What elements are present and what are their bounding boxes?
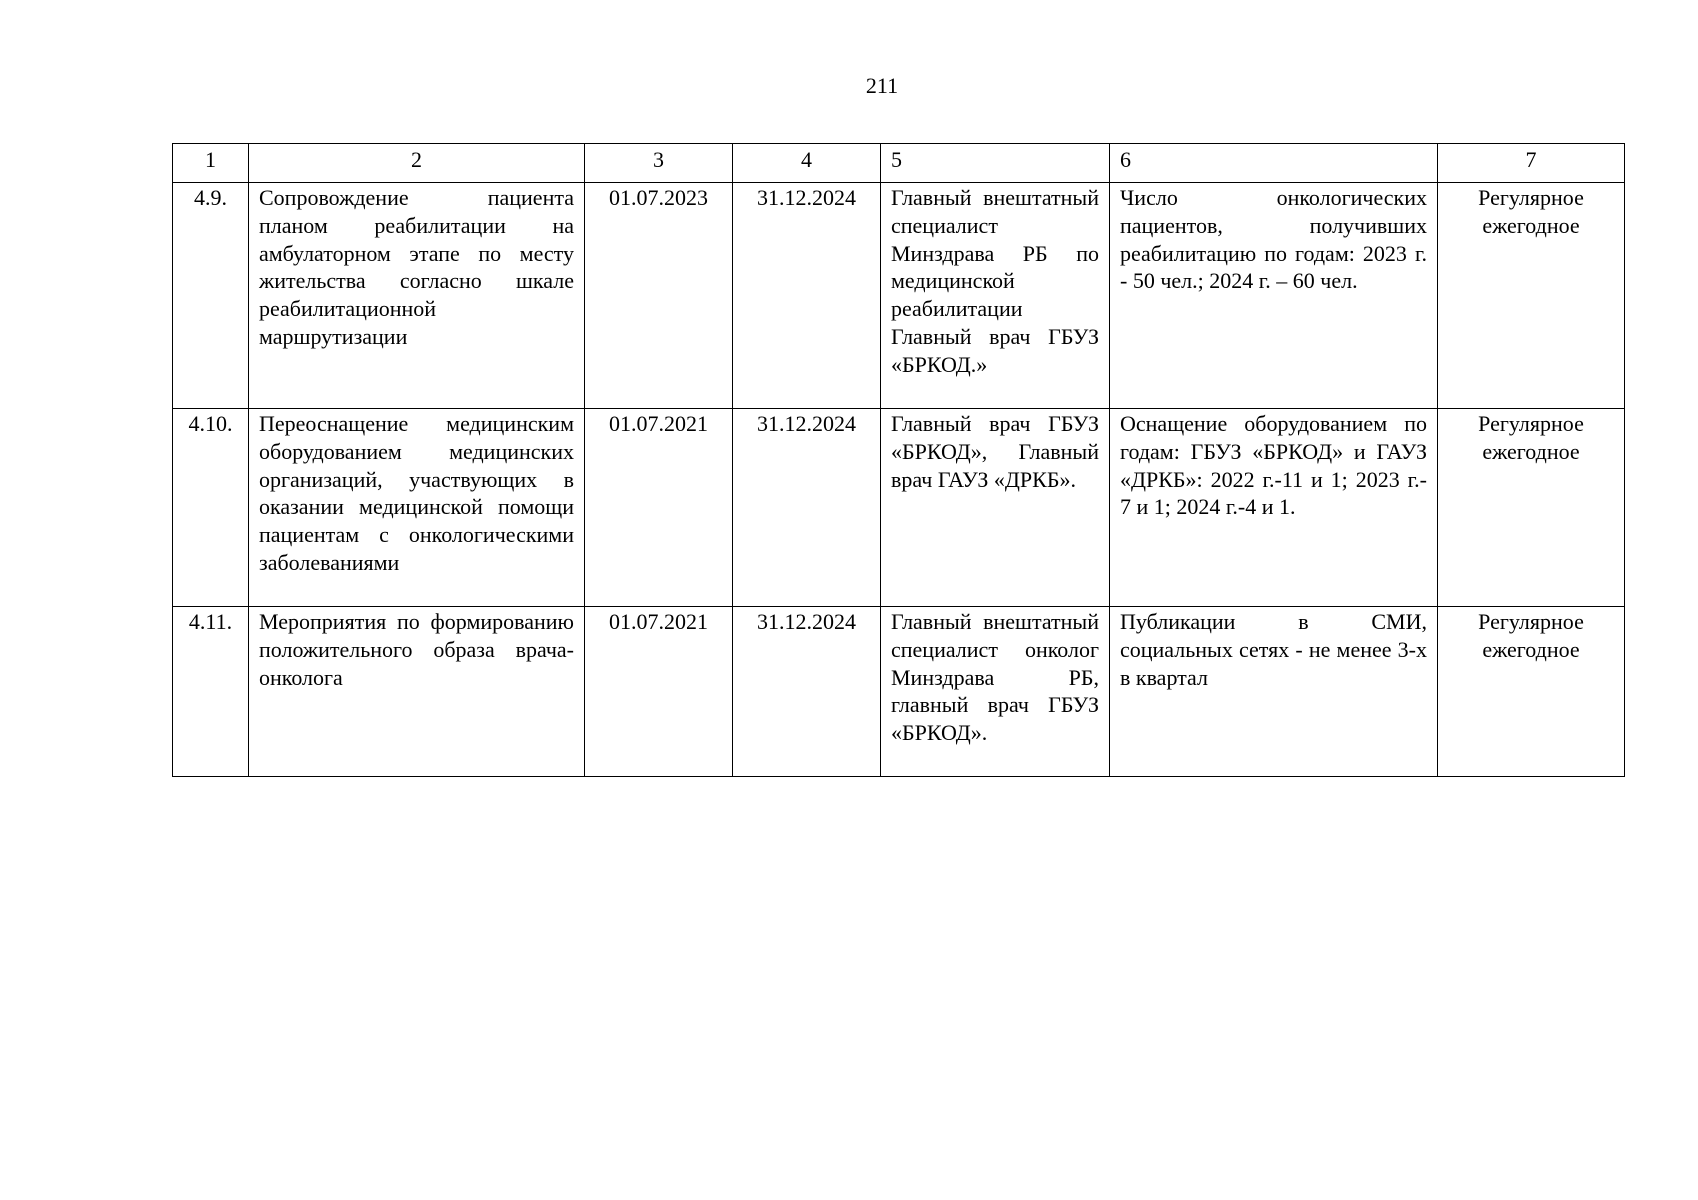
row-number: 4.11. [173, 607, 249, 777]
header-col-3: 3 [585, 144, 733, 183]
activity-cell: Сопровождение пациента планом реабилитации на амбулаторном этапе по месту жительства согласно шкале реабилитационной маршрутизации [249, 183, 585, 409]
table-row [173, 409, 1625, 607]
row-number: 4.9. [173, 183, 249, 409]
end-date-cell: 31.12.2024 [733, 183, 881, 409]
table-row [173, 607, 1625, 777]
activity-cell: Переоснащение медицинским оборудованием медицинских организаций, участвующих в оказании медицинской помощи пациентам с онкологическими заболеваниями [249, 409, 585, 607]
header-col-6: 6 [1110, 144, 1438, 183]
start-date-cell: 01.07.2021 [585, 409, 733, 607]
row-number: 4.10. [173, 409, 249, 607]
activities-table [172, 143, 1625, 777]
header-col-1: 1 [173, 144, 249, 183]
page-number: 211 [865, 73, 899, 98]
table-row [173, 183, 1625, 409]
header-col-7: 7 [1438, 144, 1625, 183]
responsible-cell: Главный врач ГБУЗ «БРКОД», Главный врач ГАУЗ «ДРКБ». [881, 409, 1110, 607]
end-date-cell: 31.12.2024 [733, 409, 881, 607]
activity-cell: Мероприятия по формированию положительного образа врача-онколога [249, 607, 585, 777]
header-col-4: 4 [733, 144, 881, 183]
frequency-cell: Регулярное ежегодное [1438, 409, 1625, 607]
indicator-cell: Оснащение оборудованием по годам: ГБУЗ «БРКОД» и ГАУЗ «ДРКБ»: 2022 г.-11 и 1; 2023 г.- 7 и 1; 2024 г.-4 и 1. [1110, 409, 1438, 607]
table-header-row [173, 144, 1625, 183]
header-col-5: 5 [881, 144, 1110, 183]
end-date-cell: 31.12.2024 [733, 607, 881, 777]
start-date-cell: 01.07.2023 [585, 183, 733, 409]
frequency-cell: Регулярное ежегодное [1438, 607, 1625, 777]
start-date-cell: 01.07.2021 [585, 607, 733, 777]
header-col-2: 2 [249, 144, 585, 183]
frequency-cell: Регулярное ежегодное [1438, 183, 1625, 409]
responsible-cell: Главный внештатный специалист онколог Минздрава РБ, главный врач ГБУЗ «БРКОД». [881, 607, 1110, 777]
responsible-cell: Главный внештатный специалист Минздрава РБ по медицинской реабилитации Главный врач ГБУЗ «БРКОД.» [881, 183, 1110, 409]
indicator-cell: Число онкологических пациентов, получивших реабилитацию по годам: 2023 г. - 50 чел.; 2024 г. – 60 чел. [1110, 183, 1438, 409]
indicator-cell: Публикации в СМИ, социальных сетях - не менее 3-х в квартал [1110, 607, 1438, 777]
